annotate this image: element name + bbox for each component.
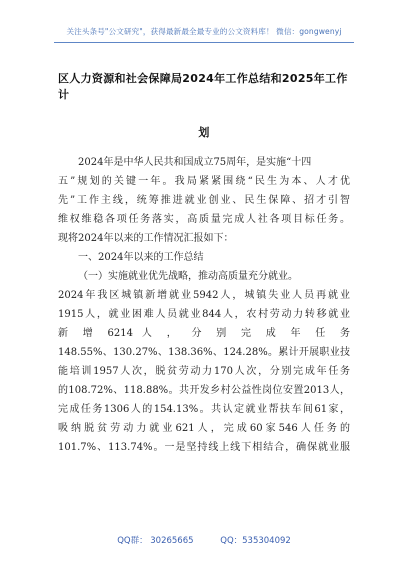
footer bbox=[0, 534, 408, 546]
body-line: 的108.72%、118.88%。共开发乡村公益性岗位安置2013人， bbox=[58, 385, 350, 396]
header-note: 关注头条号"公文研究"，获得最新最全最专业的公文资料库！ 微信：gongwenyj bbox=[66, 27, 342, 36]
body-line: 1915人，就业困难人员就业844人，农村劳动力转移就业 bbox=[58, 309, 350, 320]
footer-qq: QQ：535304092 bbox=[220, 536, 291, 546]
body-line: 吸纳脱贫劳动力就业621人，完成60家546人任务的 bbox=[58, 423, 350, 434]
footer-qq-group: QQ群： 30265665 bbox=[117, 536, 194, 546]
header-rule bbox=[54, 42, 354, 43]
body-line: 148.55%、130.27%、138.36%、124.28%。累计开展职业技 bbox=[58, 347, 350, 358]
body-line: 现将2024年以来的工作情况汇报如下： bbox=[58, 233, 234, 244]
body-line: 2024年我区城镇新增就业5942人，城镇失业人员再就业 bbox=[58, 290, 350, 301]
body-line: 能培训1957人次，脱贫劳动力170人次，分别完成年任务 bbox=[58, 366, 350, 377]
body-line: 维权维稳各项任务落实，高质量完成人社各项目标任务。 bbox=[58, 214, 350, 225]
body-line: 101.7%、113.74%。一是坚持线上线下相结合，确保就业服 bbox=[58, 442, 350, 453]
body-line: 2024年是中华人民共和国成立75周年，是实施“十四 bbox=[78, 157, 312, 168]
title-line-2: 划 bbox=[198, 126, 210, 139]
title-line-1: 区人力资源和社会保障局2024年工作总结和2025年工作计 bbox=[58, 72, 348, 101]
body-line: 五”规划的关键一年。我局紧紧围绕“民生为本、人才优 bbox=[58, 176, 350, 187]
section-heading: 一、2024年以来的工作总结 bbox=[78, 252, 204, 263]
subsection-heading: （一）实施就业优先战略，推动高质量充分就业。 bbox=[78, 271, 298, 282]
body-line: 完成任务1306人的154.13%。共认定就业帮扶车间61家， bbox=[58, 404, 350, 415]
body-line: 先”工作主线，统筹推进就业创业、民生保障、招才引智 bbox=[58, 195, 350, 206]
body-line: 新 增 6214 人 ， 分 别 完 成 年 任 务 bbox=[58, 328, 350, 339]
